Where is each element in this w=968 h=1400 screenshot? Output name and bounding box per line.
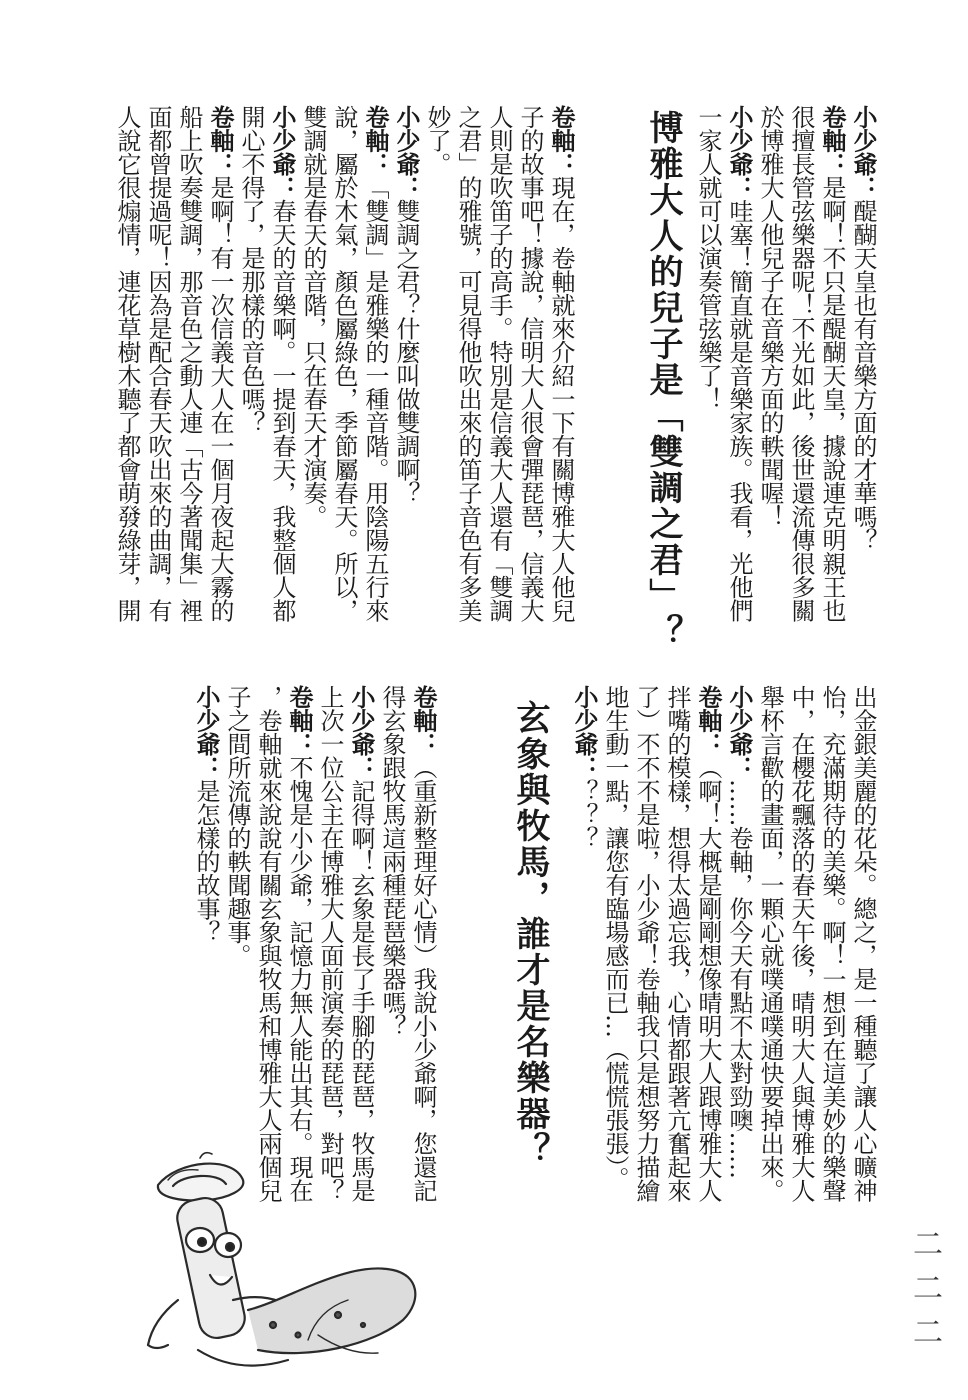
text-line (297, 105, 328, 622)
line-text: 開心不得了，是那樣的音色嗎？ (237, 105, 265, 434)
speaker-label: 卷軸： (694, 685, 722, 756)
text-line (252, 685, 283, 1202)
text-line (692, 685, 723, 1202)
text-line (314, 685, 345, 1202)
line-text: （啊！大概是剛剛想像晴明大人跟博雅大人 (694, 755, 722, 1202)
text-line (568, 685, 599, 1202)
speaker-label: 小少爺： (725, 685, 753, 779)
lower-left-dialogue (190, 685, 438, 1202)
section-heading-shuangdiao: 博雅大人的兒子是「雙調之君」？ (643, 110, 683, 650)
speaker-label: 卷軸： (547, 105, 575, 176)
line-text: ，卷軸就來說說有關玄象與牧馬和博雅大人兩個兒 (254, 685, 282, 1202)
text-line (407, 685, 438, 1202)
text-line (328, 105, 359, 622)
line-text: 很擅長管弦樂器呢！不光如此，後世還流傳很多關 (787, 105, 815, 622)
text-line (847, 105, 878, 622)
scroll-character-illustration (138, 1150, 438, 1400)
line-text: 中，在櫻花飄落的春天午後，晴明大人與博雅大人 (787, 685, 815, 1202)
text-line (235, 105, 266, 622)
text-line (599, 685, 630, 1202)
text-line (421, 105, 452, 622)
line-text: 是怎樣的故事？ (192, 779, 220, 944)
line-text: 記得啊！玄象是長了手腳的琵琶，牧馬是 (347, 779, 375, 1202)
line-text: 了）不不不是啦，小少爺！卷軸我只是想努力描繪 (632, 685, 660, 1202)
text-line (723, 685, 754, 1202)
line-text: 拌嘴的模樣，想得太過忘我，心情都跟著亢奮起來 (663, 685, 691, 1202)
text-line (452, 105, 483, 622)
text-line (816, 105, 847, 622)
text-line (390, 105, 421, 622)
text-line (283, 685, 314, 1202)
text-line (345, 685, 376, 1202)
line-text: 是啊！有一次信義大人在一個月夜起大霧的 (206, 175, 234, 622)
line-text: 地生動一點，讓您有臨場感而已…（慌慌張張）。 (601, 685, 629, 1190)
line-text: 舉杯言歡的畫面，一顆心就噗通噗通快要掉出來。 (756, 685, 784, 1202)
line-text: 醍醐天皇也有音樂方面的才華嗎？ (849, 199, 877, 552)
speaker-label: 卷軸： (206, 105, 234, 176)
line-text: （重新整理好心情）我說小少爺啊，您還記 (409, 755, 437, 1202)
text-line (754, 105, 785, 622)
line-text: 上次一位公主在博雅大人面前演奏的琵琶，對吧？ (316, 685, 344, 1202)
line-text: 人則是吹笛子的高手。特別是信義大人還有「雙調 (485, 105, 513, 622)
text-line (847, 685, 878, 1202)
text-line (359, 105, 390, 622)
text-line (545, 105, 576, 622)
line-text: 之君」的雅號，可見得他吹出來的笛子音色有多美 (454, 105, 482, 622)
text-line (816, 685, 847, 1202)
line-text: 說，屬於木氣，顏色屬綠色，季節屬春天。所以， (330, 105, 358, 622)
speaker-label: 卷軸： (409, 685, 437, 756)
text-line (754, 685, 785, 1202)
speaker-label: 卷軸： (285, 685, 313, 756)
speaker-label: 小少爺： (570, 685, 598, 779)
line-text: 面都曾提過呢！因為是配合春天吹出來的曲調，有 (144, 105, 172, 622)
line-text: 怡，充滿期待的美樂。啊！一想到在這美妙的樂聲 (818, 685, 846, 1202)
line-text: 妙了。 (423, 105, 451, 176)
speaker-label: 小少爺： (192, 685, 220, 779)
line-text: 得玄象跟牧馬這兩種琵琶樂器嗎？ (378, 685, 406, 1038)
line-text: 是啊！不只是醍醐天皇，據說連克明親王也 (818, 175, 846, 622)
line-text: 春天的音樂啊。一提到春天，我整個人都 (268, 199, 296, 622)
text-line (723, 105, 754, 622)
line-text: 現在，卷軸就來介紹一下有關博雅大人他兒 (547, 175, 575, 622)
text-line (221, 685, 252, 1202)
text-line (785, 685, 816, 1202)
text-line (204, 105, 235, 622)
speaker-label: 卷軸： (818, 105, 846, 176)
top-dialogue (692, 105, 878, 622)
line-text: 雙調之君？什麼叫做雙調啊？ (392, 199, 420, 505)
text-line (266, 105, 297, 622)
speaker-label: 小少爺： (849, 105, 877, 199)
section-heading-genjo-bokuba: 玄象與牧馬，誰才是名樂器？ (510, 700, 550, 1168)
line-text: 哇塞！簡直就是音樂家族。我看，光他們 (725, 199, 753, 622)
lower-right-dialogue (568, 685, 878, 1202)
speaker-label: 卷軸： (361, 105, 389, 176)
text-line (483, 105, 514, 622)
text-line (661, 685, 692, 1202)
text-line (142, 105, 173, 622)
text-line (630, 685, 661, 1202)
mid-dialogue (111, 105, 576, 622)
speaker-label: 小少爺： (725, 105, 753, 199)
line-text: 不愧是小少爺，記憶力無人能出其右。現在 (285, 755, 313, 1202)
speaker-label: 小少爺： (347, 685, 375, 779)
text-line (376, 685, 407, 1202)
text-line (111, 105, 142, 622)
page-number: 二二二 (907, 1228, 942, 1360)
text-line (514, 105, 545, 622)
line-text: 子之間所流傳的軼聞趣事。 (223, 685, 251, 967)
line-text: 雙調就是春天的音階，只在春天才演奏。 (299, 105, 327, 528)
speaker-label: 小少爺： (392, 105, 420, 199)
text-line (190, 685, 221, 1202)
line-text: 人說它很煽情，連花草樹木聽了都會萌發綠芽，開 (113, 105, 141, 622)
text-line (692, 105, 723, 622)
text-line (785, 105, 816, 622)
line-text: 一家人就可以演奏管弦樂了！ (694, 105, 722, 411)
line-text: ……卷軸，你今天有點不太對勁噢…… (725, 779, 753, 1179)
line-text: 「雙調」是雅樂的一種音階。用陰陽五行來 (361, 175, 389, 622)
line-text: 船上吹奏雙調，那音色之動人連「古今著聞集」裡 (175, 105, 203, 622)
line-text: ？？？ (570, 779, 598, 850)
line-text: 出金銀美麗的花朵。總之，是一種聽了讓人心曠神 (849, 685, 877, 1202)
line-text: 於博雅大人他兒子在音樂方面的軼聞喔！ (756, 105, 784, 528)
line-text: 子的故事吧！據說，信明大人很會彈琵琶，信義大 (516, 105, 544, 622)
text-line (173, 105, 204, 622)
speaker-label: 小少爺： (268, 105, 296, 199)
